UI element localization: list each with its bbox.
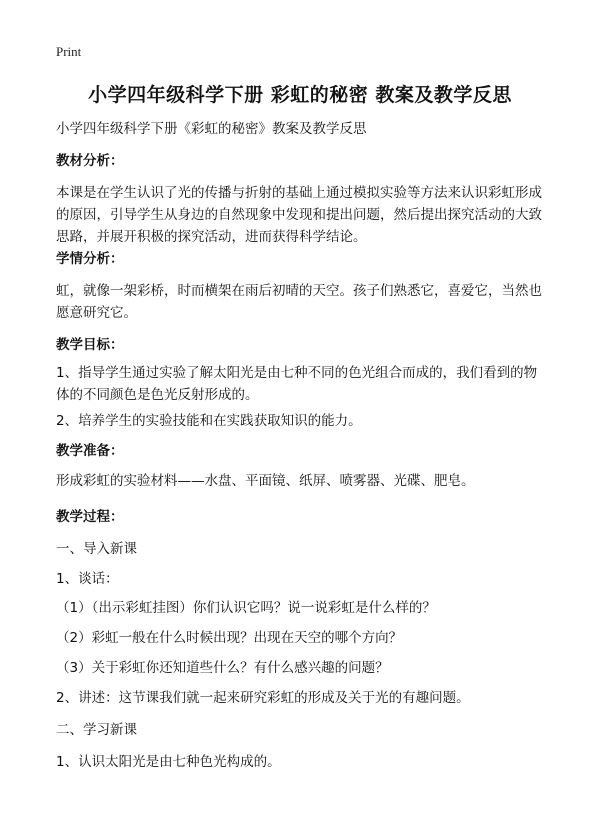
process-part-heading: 一、导入新课 [56,541,137,557]
textbook-line: 思路，并展开积极的探究活动，进而获得科学结论。 [56,229,367,245]
section-heading-textbook: 教材分析： [56,153,124,169]
section-heading-process: 教学过程： [56,509,124,525]
process-question: （2）彩虹一般在什么时候出现？出现在天空的哪个方向？ [56,630,403,646]
section-heading-students: 学情分析： [56,251,124,267]
textbook-line: 本课是在学生认识了光的传播与折射的基础上通过模拟实验等方法来认识彩虹形成 [56,185,542,201]
goal-line: 1、指导学生通过实验了解太阳光是由七种不同的色光组合而成的，我们看到的物 [56,365,538,381]
document-subtitle: 小学四年级科学下册《彩虹的秘密》教案及教学反思 [56,121,367,137]
process-step: 1、谈话： [56,571,119,587]
textbook-line: 的原因，引导学生从身边的自然现象中发现和提出问题，然后提出探究活动的大致 [56,207,542,223]
process-part-heading: 二、学习新课 [56,722,137,738]
process-question: （3）关于彩虹你还知道些什么？有什么感兴趣的问题？ [56,660,389,676]
goal-line: 2、培养学生的实验技能和在实践获取知识的能力。 [56,413,362,429]
process-step: 1、认识太阳光是由七种色光构成的。 [56,754,281,770]
section-heading-preparation: 教学准备： [56,443,124,459]
section-heading-goals: 教学目标： [56,337,124,353]
students-line: 愿意研究它。 [56,305,137,321]
students-line: 虹，就像一架彩桥，时而横架在雨后初晴的天空。孩子们熟悉它，喜爱它，当然也 [56,283,542,299]
process-question: （1）（出示彩虹挂图）你们认识它吗？说一说彩虹是什么样的？ [56,600,436,616]
preparation-text: 形成彩虹的实验材料——水盘、平面镜、纸屏、喷雾器、光碟、肥皂。 [56,473,475,489]
process-step: 2、讲述：这节课我们就一起来研究彩虹的形成及关于光的有趣问题。 [56,690,470,706]
goal-line: 体的不同颜色是色光反射形成的。 [56,387,259,403]
document-title: 小学四年级科学下册 彩虹的秘密 教案及教学反思 [88,84,512,106]
print-link[interactable]: Print [56,44,82,59]
